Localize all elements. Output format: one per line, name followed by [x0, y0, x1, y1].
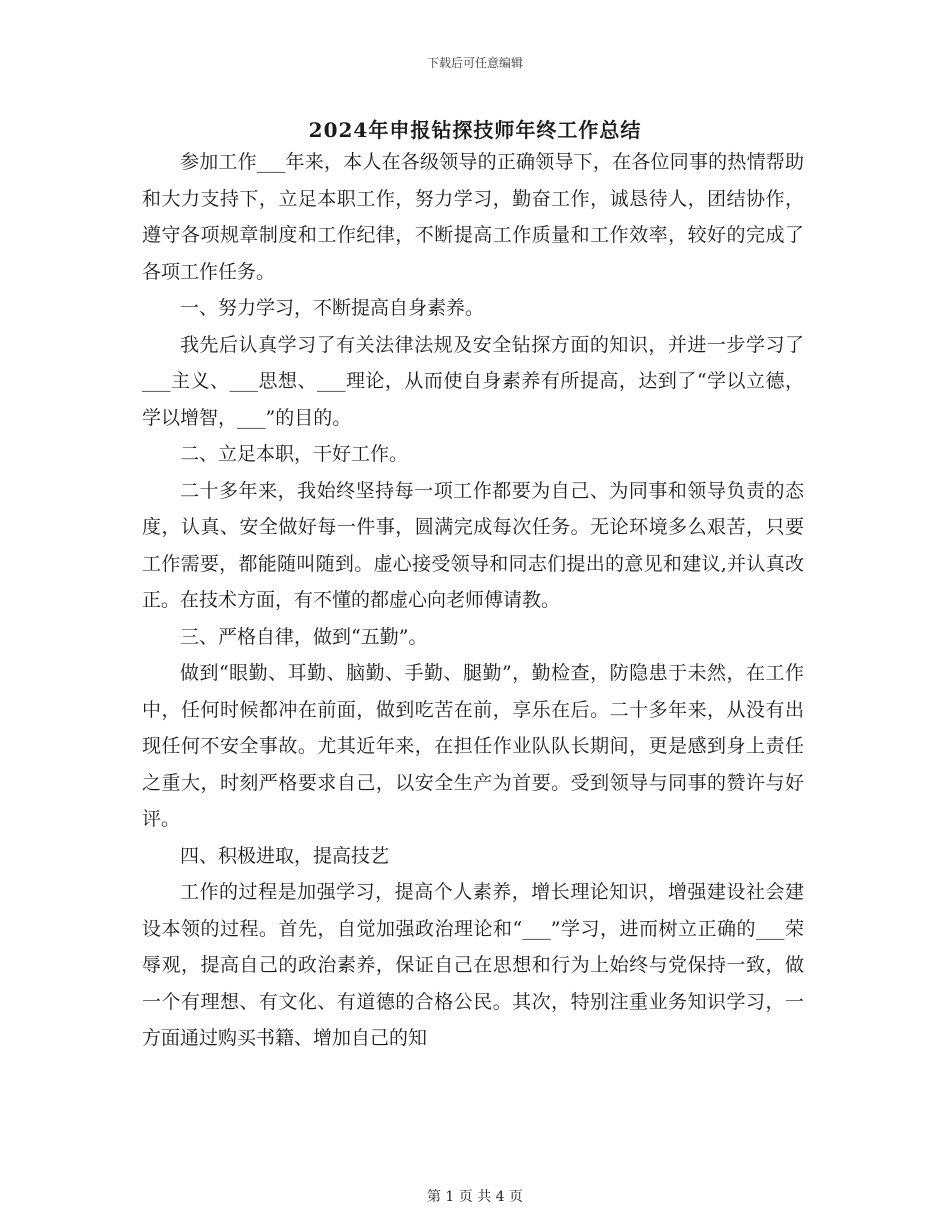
paragraph-intro: 参加工作___年来，本人在各级领导的正确领导下，在各位同事的热情帮助和大力支持下，立足本职工作，努力学习，勤奋工作，诚恳待人，团结协作，遵守各项规章制度和工作纪律，不断提高工作质量和工作效率，较好的完成了各项工作任务。: [142, 151, 804, 283]
page-number-footer: 第 1 页 共 4 页: [426, 1189, 524, 1205]
paragraph-section-1: 我先后认真学习了有关法律法规及安全钻探方面的知识，并进一步学习了___主义、___思想、___理论，从而使自身素养有所提高，达到了“学以立德，学以增智，___”的目的。: [142, 333, 804, 429]
paragraph-section-4: 工作的过程是加强学习，提高个人素养，增长理论知识，增强建设社会建设本领的过程。首先，自觉加强政治理论和“___”学习，进而树立正确的___荣辱观，提高自己的政治素养，保证自己在思想和行为上始终与党保持一致，做一个有理想、有文化、有道德的合格公民。其次，特别注重业务知识学习，一方面通过购买书籍、增加自己的知: [142, 881, 804, 1049]
section-heading-4: 四、积极进取，提高技艺: [180, 844, 390, 867]
section-heading-2: 二、立足本职，干好工作。: [180, 443, 409, 465]
section-heading-3: 三、严格自律，做到“五勤”。: [180, 625, 428, 648]
document-body: [142, 144, 804, 1057]
paragraph-section-3: 做到“眼勤、耳勤、脑勤、手勤、腿勤”，勤检查，防隐患于未然，在工作中，任何时候都冲在前面，做到吃苦在前，享乐在后。二十多年来，从没有出现任何不安全事故。尤其近年来，在担任作业队队长期间，更是感到身上责任之重大，时刻严格要求自己，以安全生产为首要。受到领导与同事的赞许与好评。: [142, 662, 804, 830]
section-heading-1: 一、努力学习，不断提高自身素养。: [180, 297, 485, 319]
header-note: 下载后可任意编辑: [426, 56, 523, 70]
document-title: 2024年申报钻探技师年终工作总结: [308, 118, 642, 142]
paragraph-section-2: 二十多年来，我始终坚持每一项工作都要为自己、为同事和领导负责的态度，认真、安全做好每一件事，圆满完成每次任务。无论环境多么艰苦，只要工作需要，都能随叫随到。虚心接受领导和同志们提出的意见和建议,并认真改正。在技术方面，有不懂的都虚心向老师傅请教。: [142, 479, 804, 611]
